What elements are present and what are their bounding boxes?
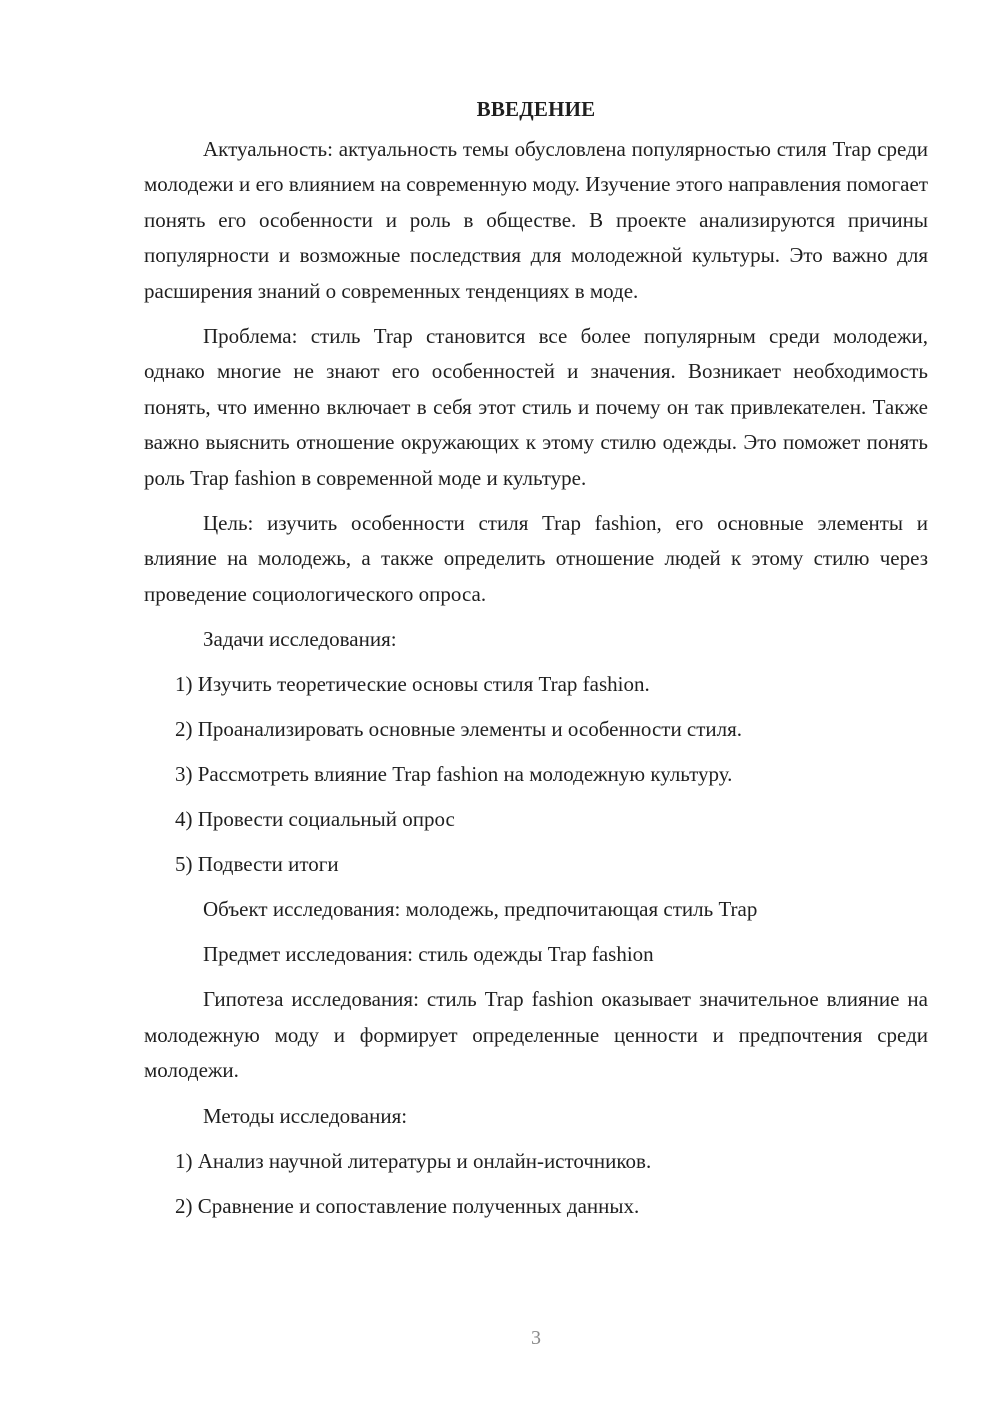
task-item-1: 1) Изучить теоретические основы стиля Trap fashion. — [175, 672, 650, 697]
research-object: Объект исследования: молодежь, предпочитающая стиль Trap — [203, 897, 758, 922]
research-subject: Предмет исследования: стиль одежды Trap fashion — [203, 942, 654, 967]
problem-paragraph: Проблема: стиль Trap становится все более популярным среди молодежи, однако многие не знают его особенностей и значения. Возникает необходимость понять, что именно включает в себя этот стиль и почему он так привлекателен. Также важно выяснить отношение окружающих к этому стилю одежды. Это поможет понять роль Trap fashion в современной моде и культуре. — [144, 324, 928, 490]
method-item-2: 2) Сравнение и сопоставление полученных данных. — [175, 1193, 640, 1218]
hypothesis-paragraph: Гипотеза исследования: стиль Trap fashion оказывает значительное влияние на молодежную моду и формирует определенные ценности и предпочтения среди молодежи. — [144, 987, 928, 1083]
task-item-2: 2) Проанализировать основные элементы и особенности стиля. — [175, 717, 743, 742]
methods-title: Методы исследования: — [203, 1103, 408, 1128]
method-item-1: 1) Анализ научной литературы и онлайн-источников. — [175, 1148, 652, 1173]
goal-paragraph: Цель: изучить особенности стиля Trap fashion, его основные элементы и влияние на молодежь, а также определить отношение людей к этому стилю через проведение социологического опроса. — [144, 511, 928, 606]
document-page — [144, 92, 928, 1234]
tasks-title: Задачи исследования: — [203, 627, 397, 652]
task-item-5: 5) Подвести итоги — [175, 852, 339, 877]
relevance-paragraph: Актуальность: актуальность темы обусловлена популярностью стиля Trap среди молодежи и его влиянием на современную моду. Изучение этого направления помогает понять его особенности и роль в обществе. В проекте анализируются причины популярности и возможные последствия для молодежной культуры. Это важно для расширения знаний о современных тенденциях в моде. — [144, 137, 928, 303]
section-heading: ВВЕДЕНИЕ — [476, 97, 596, 121]
task-item-4: 4) Провести социальный опрос — [175, 807, 455, 832]
task-item-3: 3) Рассмотреть влияние Trap fashion на молодежную культуру. — [175, 762, 733, 787]
page-number: 3 — [531, 1327, 541, 1349]
